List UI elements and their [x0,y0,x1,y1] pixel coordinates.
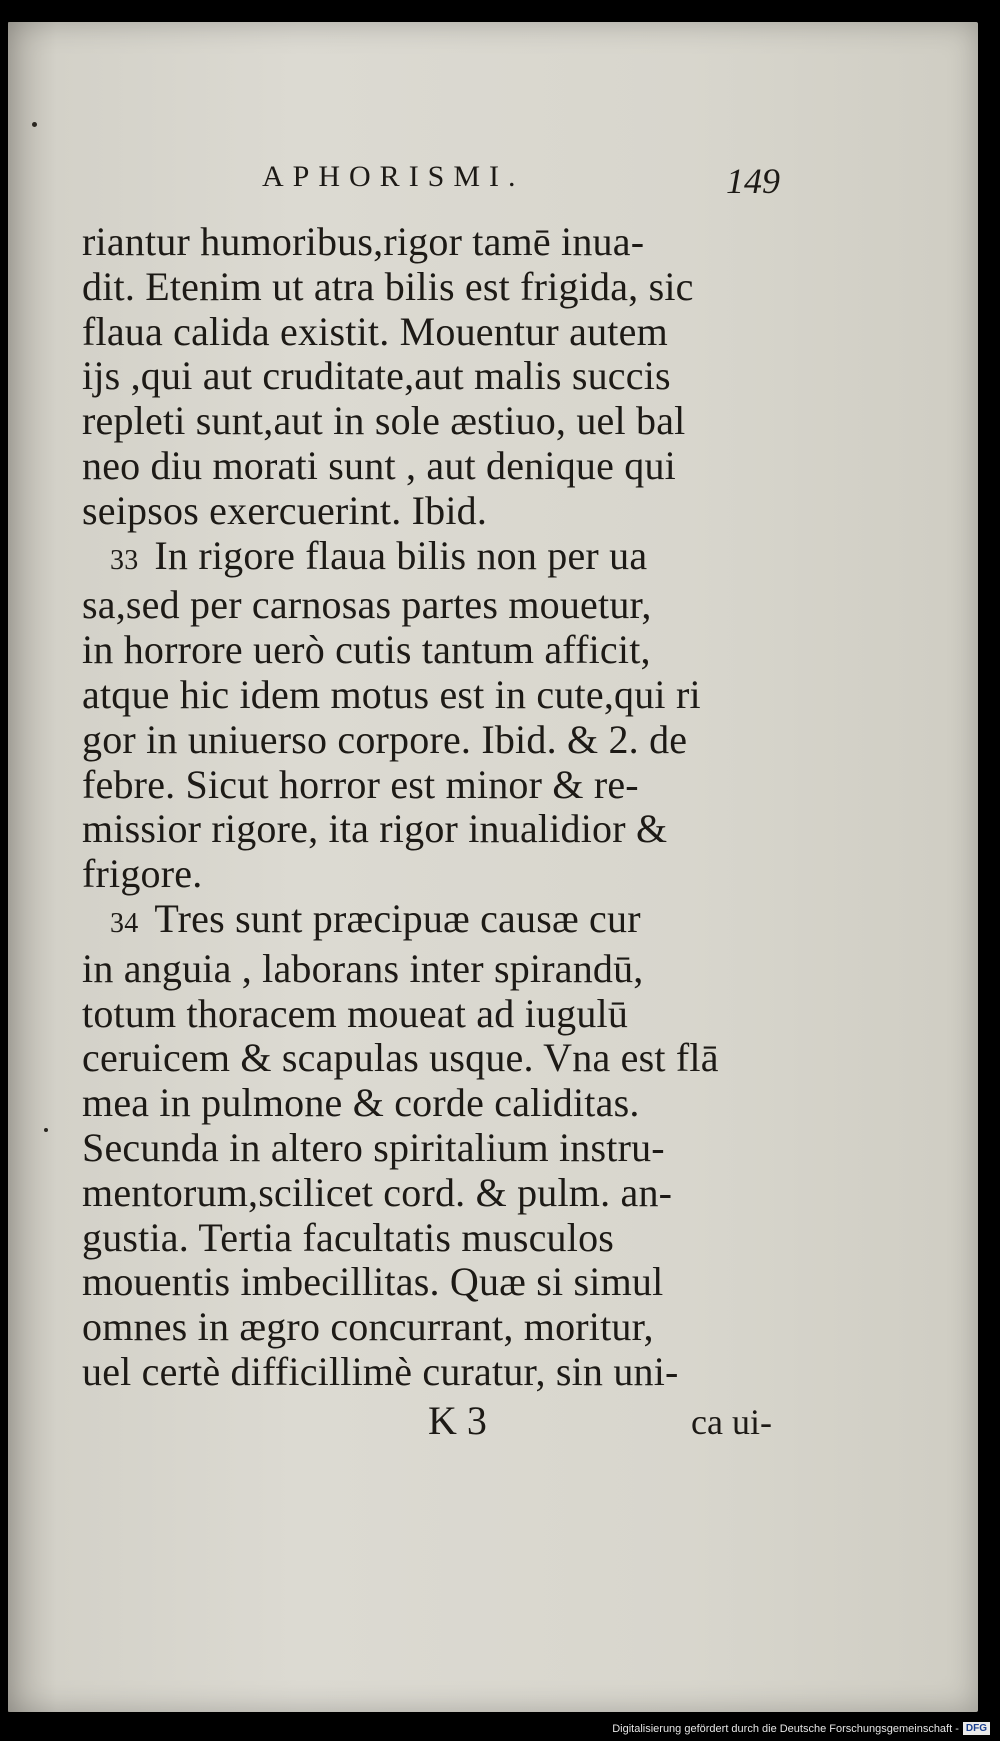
text-line [82,1126,772,1171]
text-line [82,1260,772,1305]
text-line [82,1350,772,1395]
text-line-content: uel certè difficillimè curatur, sin uni- [82,1348,679,1394]
running-head [82,160,780,220]
text-line-content: in horrore uerò cutis tantum afficit, [82,627,651,673]
ink-speck [32,122,37,127]
text-line [82,1081,772,1126]
text-line-content: gustia. Tertia facultatis musculos [82,1214,615,1260]
text-line [82,763,772,808]
digitization-credit [612,1722,990,1735]
text-line-content: neo diu morati sunt , aut denique qui [82,442,676,488]
text-line-content: ceruicem & scapulas usque. Vna est flā [82,1035,719,1081]
running-head-title: APHORISMI. [262,160,525,193]
text-line-content: mouentis imbecillitas. Quæ si simul [82,1259,664,1305]
page-text-block [82,160,780,1457]
text-line [82,628,772,673]
text-line [82,1171,772,1216]
page-number: 149 [726,161,780,201]
text-line [82,897,772,947]
aphorism-number: 34 [110,907,139,939]
ink-speck [44,1128,48,1132]
text-line [82,1305,772,1350]
text-line-content: frigore. [82,851,203,897]
text-line-content: Secunda in altero spiritalium instru- [82,1124,665,1170]
signature-mark: K 3 [428,1397,487,1443]
aphorism-number: 33 [110,544,139,576]
dfg-logo: DFG [963,1722,990,1735]
text-line [82,444,772,489]
text-line [82,310,772,355]
text-line [82,673,772,718]
text-line [82,265,772,310]
body-text [82,220,772,1395]
text-line [82,534,772,584]
text-line-content: riantur humoribus,rigor tamē inua- [82,219,645,264]
text-line [82,1036,772,1081]
text-line [82,489,772,534]
text-line-content: dit. Etenim ut atra bilis est frigida, sic [82,263,694,309]
text-line [82,583,772,628]
text-line-content: sa,sed per carnosas partes mouetur, [82,582,652,628]
page-footer [82,1397,772,1457]
text-line [82,354,772,399]
text-line-content: Tres sunt præcipuæ causæ cur [154,895,641,941]
text-line-content: mea in pulmone & corde caliditas. [82,1080,640,1126]
text-line-content: seipsos exercuerint. Ibid. [82,487,488,533]
text-line [82,718,772,763]
text-line [82,399,772,444]
text-line-content: gor in uniuerso corpore. Ibid. & 2. de [82,716,688,762]
text-line-content: omnes in ægro concurrant, moritur, [82,1304,654,1350]
catchword: ca ui- [691,1401,772,1442]
text-line-content: totum thoracem moueat ad iugulū [82,990,629,1036]
text-line-content: repleti sunt,aut in sole æstiuo, uel bal [82,398,686,444]
text-line [82,220,772,265]
text-line-content: missior rigore, ita rigor inualidior & [82,806,668,852]
text-line [82,807,772,852]
text-line-content: In rigore flaua bilis non per ua [154,532,648,578]
text-line-content: in anguia , laborans inter spirandū, [82,945,644,991]
text-line [82,992,772,1037]
digitization-credit-text: Digitalisierung gefördert durch die Deutsche Forschungsgemeinschaft - [612,1722,959,1735]
text-line [82,947,772,992]
text-line [82,1216,772,1261]
text-line-content: ijs ,qui aut cruditate,aut malis succis [82,353,671,399]
text-line-content: atque hic idem motus est in cute,qui ri [82,671,701,717]
text-line [82,852,772,897]
text-line-content: febre. Sicut horror est minor & re- [82,761,639,807]
text-line-content: mentorum,scilicet cord. & pulm. an- [82,1169,673,1215]
text-line-content: flaua calida existit. Mouentur autem [82,308,668,354]
